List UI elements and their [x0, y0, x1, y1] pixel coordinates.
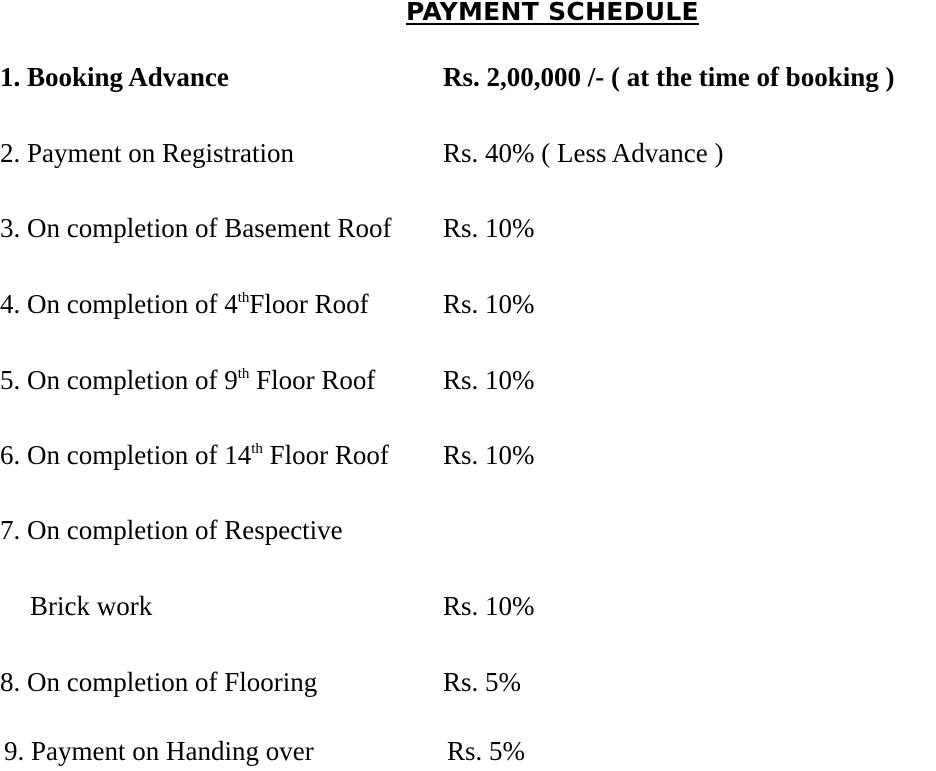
schedule-row-5: [0, 360, 936, 400]
ordinal-suffix: th: [237, 366, 250, 382]
row-number: 1.: [0, 62, 21, 92]
row-amount: Rs. 10%: [443, 440, 535, 470]
row-label: 3. On completion of Basement Roof: [0, 213, 392, 243]
ordinal-suffix: th: [237, 290, 250, 306]
row-amount: Rs. 10%: [443, 289, 535, 319]
row-number: 2.: [0, 138, 21, 168]
row-label: 8. On completion of Flooring: [0, 667, 318, 697]
row-amount: Rs. 10%: [443, 365, 535, 395]
row-label: 6. On completion of 14th Floor Roof: [0, 440, 389, 470]
row-number: 9.: [4, 736, 25, 766]
schedule-row-2: [0, 133, 936, 173]
schedule-row-9: [0, 731, 936, 771]
schedule-row-4: [0, 284, 936, 324]
row-number: 8.: [0, 667, 21, 697]
row-amount: Rs. 2,00,000 /- ( at the time of booking ): [443, 62, 895, 92]
row-number: 6.: [0, 440, 21, 470]
row-label: 2. Payment on Registration: [0, 138, 294, 168]
row-number: 7.: [0, 515, 21, 545]
row-label: 1. Booking Advance: [0, 62, 229, 92]
row-amount: Rs. 10%: [443, 591, 535, 621]
page-title: PAYMENT SCHEDULE: [406, 0, 699, 26]
row-number: 5.: [0, 365, 21, 395]
row-number: 4.: [0, 289, 21, 319]
row-label: 7. On completion of Respective: [0, 515, 343, 545]
row-label: 5. On completion of 9th Floor Roof: [0, 365, 376, 395]
ordinal-suffix: th: [251, 441, 263, 457]
row-amount: Rs. 5%: [447, 736, 526, 766]
schedule-row-6: [0, 435, 936, 475]
row-amount: Rs. 5%: [443, 667, 522, 697]
row-amount: Rs. 10%: [443, 213, 535, 243]
schedule-row-7-continuation: [0, 586, 936, 626]
row-label: 4. On completion of 4thFloor Roof: [0, 289, 369, 319]
schedule-row-1: [0, 57, 936, 97]
schedule-row-3: [0, 208, 936, 248]
row-label: 9. Payment on Handing over: [4, 736, 314, 766]
row-number: 3.: [0, 213, 21, 243]
row-label: Brick work: [30, 591, 153, 621]
schedule-row-7: [0, 510, 936, 550]
schedule-row-8: [0, 662, 936, 702]
row-amount: Rs. 40% ( Less Advance ): [443, 138, 724, 168]
